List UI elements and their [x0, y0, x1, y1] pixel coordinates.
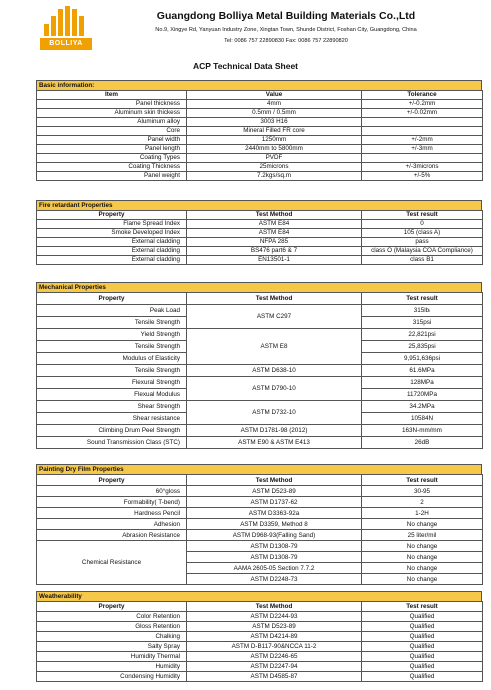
table-row — [37, 229, 483, 238]
weatherability-table — [36, 601, 483, 682]
item-cell: Panel weight — [37, 172, 187, 181]
value-cell: PVDF — [187, 154, 362, 163]
test-result-cell: 315lbₗ — [362, 305, 483, 317]
test-result-cell: No change — [362, 541, 483, 552]
value-cell: 25microns — [187, 163, 362, 172]
test-result-cell: No change — [362, 552, 483, 563]
table-row — [37, 401, 483, 413]
test-result-cell: class B1 — [362, 256, 483, 265]
item-cell: Aluminum skin thickess — [37, 109, 187, 118]
property-cell: Color Retention — [37, 612, 187, 622]
tolerance-cell: +/-0.2mm — [362, 100, 483, 109]
section-title: Fire retardant Properties — [36, 200, 482, 210]
test-result-cell: 9,951,636psi — [362, 353, 483, 365]
table-row — [37, 541, 483, 552]
property-cell: Formability( T-bend) — [37, 497, 187, 508]
table-row — [37, 662, 483, 672]
mechanical-section — [36, 282, 482, 449]
value-cell: 0.5mm / 0.5mm — [187, 109, 362, 118]
test-method-cell: ASTM D1308-79 — [187, 552, 362, 563]
test-result-cell: 25 liter/mil — [362, 530, 483, 541]
test-result-cell: class O (Malaysia COA Compliance) — [362, 247, 483, 256]
section-title: Mechanical Properties — [36, 282, 482, 292]
table-row — [37, 365, 483, 377]
tolerance-cell: +/-2mm — [362, 136, 483, 145]
property-cell: External cladding — [37, 256, 187, 265]
test-result-cell: Qualified — [362, 632, 483, 642]
test-result-cell: 22,821psi — [362, 329, 483, 341]
table-row — [37, 497, 483, 508]
column-header: Property — [37, 475, 187, 486]
item-cell: Panel length — [37, 145, 187, 154]
table-row — [37, 329, 483, 341]
table-row — [37, 305, 483, 317]
item-cell: Panel thickness — [37, 100, 187, 109]
tolerance-cell: +/-3microns — [362, 163, 483, 172]
logo-text: BOLLIYA — [40, 38, 92, 50]
test-method-cell: ASTM D3359, Method 8 — [187, 519, 362, 530]
column-header: Value — [187, 91, 362, 100]
table-row — [37, 163, 483, 172]
company-tel-fax: Tel: 0086 757 22890830 Fax: 0086 757 22890820 — [224, 38, 348, 44]
table-row — [37, 642, 483, 652]
column-header: Test Method — [187, 211, 362, 220]
value-cell: 1250mm — [187, 136, 362, 145]
property-cell: Sound Transmission Class (STC) — [37, 437, 187, 449]
column-header: Test result — [362, 293, 483, 305]
table-row — [37, 220, 483, 229]
fire-retardant-section — [36, 200, 482, 265]
test-result-cell: Qualified — [362, 672, 483, 682]
property-cell: Modulus of Elasticity — [37, 353, 187, 365]
tolerance-cell — [362, 118, 483, 127]
column-header: Test Method — [187, 293, 362, 305]
table-header-row — [37, 211, 483, 220]
table-row — [37, 118, 483, 127]
test-method-cell: ASTM E90 & ASTM E413 — [187, 437, 362, 449]
test-method-cell: ASTM E84 — [187, 220, 362, 229]
table-row — [37, 672, 483, 682]
table-header-row — [37, 91, 483, 100]
property-cell: External cladding — [37, 247, 187, 256]
table-row — [37, 425, 483, 437]
test-result-cell: Qualified — [362, 642, 483, 652]
test-result-cell: No change — [362, 574, 483, 585]
mechanical-table — [36, 292, 483, 449]
test-result-cell: Qualified — [362, 622, 483, 632]
fire-retardant-table — [36, 210, 483, 265]
test-method-cell: ASTM E84 — [187, 229, 362, 238]
section-title: Weatherability — [36, 591, 482, 601]
test-method-cell: ASTM D2247-94 — [187, 662, 362, 672]
test-method-cell: ASTM D1781-98 (2012) — [187, 425, 362, 437]
tolerance-cell: +/-5% — [362, 172, 483, 181]
test-result-cell: Qualified — [362, 652, 483, 662]
property-cell: Adhesion — [37, 519, 187, 530]
item-cell: Panel width — [37, 136, 187, 145]
table-row — [37, 154, 483, 163]
table-row — [37, 109, 483, 118]
test-method-cell: ASTM D638-10 — [187, 365, 362, 377]
table-row — [37, 377, 483, 389]
test-method-cell: NFPA 285 — [187, 238, 362, 247]
property-cell: Humidity — [37, 662, 187, 672]
test-method-cell: ASTM D2248-73 — [187, 574, 362, 585]
test-result-cell: 105 (class A) — [362, 229, 483, 238]
property-cell: Tensile Strength — [37, 317, 187, 329]
table-row — [37, 100, 483, 109]
property-cell: Flexural Strength — [37, 377, 187, 389]
table-row — [37, 612, 483, 622]
value-cell: 2440mm to 5800mm — [187, 145, 362, 154]
property-cell: Salty Spray — [37, 642, 187, 652]
property-cell: Chalking — [37, 632, 187, 642]
test-method-cell: ASTM D-B117-90&NCCA 11-2 — [187, 642, 362, 652]
test-method-cell: ASTM D790-10 — [187, 377, 362, 401]
table-row — [37, 145, 483, 154]
property-cell: Shear resistance — [37, 413, 187, 425]
column-header: Tolerance — [362, 91, 483, 100]
table-row — [37, 238, 483, 247]
property-cell: 60°gloss — [37, 486, 187, 497]
property-cell: Flexual Modulus — [37, 389, 187, 401]
test-result-cell: 34.2MPa — [362, 401, 483, 413]
property-cell: Smoke Developed Index — [37, 229, 187, 238]
item-cell: Coating Thickness — [37, 163, 187, 172]
table-row — [37, 652, 483, 662]
test-result-cell: pass — [362, 238, 483, 247]
table-row — [37, 127, 483, 136]
test-method-cell: ASTM D4585-87 — [187, 672, 362, 682]
test-result-cell: 1-2H — [362, 508, 483, 519]
table-row — [37, 247, 483, 256]
value-cell: Mineral Filled FR core — [187, 127, 362, 136]
item-cell: Core — [37, 127, 187, 136]
property-cell: Climbing Drum Peel Strength — [37, 425, 187, 437]
property-cell: Gloss Retention — [37, 622, 187, 632]
section-title: Painting Dry Film Properties — [36, 464, 482, 474]
column-header: Property — [37, 293, 187, 305]
document-title: ACP Technical Data Sheet — [192, 61, 299, 71]
property-cell: Humidity Thermal — [37, 652, 187, 662]
test-method-cell: ASTM C297 — [187, 305, 362, 329]
test-method-cell: ASTM D523-89 — [187, 486, 362, 497]
tolerance-cell: +/-0.02mm — [362, 109, 483, 118]
property-cell: Shear Strength — [37, 401, 187, 413]
section-title: Basic information: — [36, 80, 482, 90]
column-header: Property — [37, 602, 187, 612]
test-result-cell: 26dB — [362, 437, 483, 449]
test-method-cell: ASTM E8 — [187, 329, 362, 365]
table-row — [37, 530, 483, 541]
column-header: Property — [37, 211, 187, 220]
item-cell: Coating Types — [37, 154, 187, 163]
test-result-cell: 10584N — [362, 413, 483, 425]
table-header-row — [37, 602, 483, 612]
property-cell: Condensing Humidity — [37, 672, 187, 682]
test-result-cell: 11720MPa — [362, 389, 483, 401]
column-header: Test result — [362, 475, 483, 486]
test-method-cell: EN13501-1 — [187, 256, 362, 265]
test-result-cell: 0 — [362, 220, 483, 229]
value-cell: 7.2kgs/sq.m — [187, 172, 362, 181]
test-method-cell: ASTM D2246-65 — [187, 652, 362, 662]
tolerance-cell — [362, 154, 483, 163]
table-row — [37, 437, 483, 449]
value-cell: 3003 H16 — [187, 118, 362, 127]
basic-information-table — [36, 90, 483, 181]
property-cell: Peak Load — [37, 305, 187, 317]
test-result-cell: Qualified — [362, 612, 483, 622]
test-result-cell: 30-95 — [362, 486, 483, 497]
test-result-cell: 25,835psi — [362, 341, 483, 353]
table-row — [37, 632, 483, 642]
test-method-cell: AAMA 2605-05 Section 7.7.2 — [187, 563, 362, 574]
test-result-cell: No change — [362, 519, 483, 530]
table-row — [37, 172, 483, 181]
test-method-cell: ASTM D2244-93 — [187, 612, 362, 622]
test-result-cell: No change — [362, 563, 483, 574]
company-address: No.9, Xingye Rd, Yanyuan Industry Zone, Xingtan Town, Shunde District, Foshan City, Guangdong, China — [155, 27, 417, 33]
company-name: Guangdong Bolliya Metal Building Materials Co.,Ltd — [156, 10, 416, 22]
value-cell: 4mm — [187, 100, 362, 109]
test-method-cell: ASTM D3363-92a — [187, 508, 362, 519]
table-header-row — [37, 475, 483, 486]
test-result-cell: 163N-mm/mm — [362, 425, 483, 437]
logo-bars-icon — [44, 6, 88, 36]
item-cell: Aluminum alloy — [37, 118, 187, 127]
basic-information-section — [36, 80, 482, 181]
column-header: Test Method — [187, 475, 362, 486]
test-method-cell: ASTM D523-89 — [187, 622, 362, 632]
test-result-cell: 315psi — [362, 317, 483, 329]
property-cell: Tensile Strength — [37, 341, 187, 353]
property-cell: Flame Spread Index — [37, 220, 187, 229]
property-cell: Chemical Resistance — [37, 541, 187, 585]
property-cell: External cladding — [37, 238, 187, 247]
test-method-cell: ASTM D732-10 — [187, 401, 362, 425]
test-result-cell: 128MPa — [362, 377, 483, 389]
table-header-row — [37, 293, 483, 305]
test-method-cell: ASTM D1308-79 — [187, 541, 362, 552]
painting-table — [36, 474, 483, 585]
property-cell: Abrasion Resistance — [37, 530, 187, 541]
painting-section — [36, 464, 482, 585]
table-row — [37, 136, 483, 145]
property-cell: Yield Strength — [37, 329, 187, 341]
test-result-cell: 2 — [362, 497, 483, 508]
test-method-cell: ASTM D968-93(Falling Sand) — [187, 530, 362, 541]
tolerance-cell: +/-3mm — [362, 145, 483, 154]
table-row — [37, 256, 483, 265]
column-header: Test result — [362, 602, 483, 612]
column-header: Test result — [362, 211, 483, 220]
company-logo — [40, 4, 92, 52]
test-result-cell: Qualified — [362, 662, 483, 672]
test-method-cell: BS476 part6 & 7 — [187, 247, 362, 256]
property-cell: Hardness Pencil — [37, 508, 187, 519]
table-row — [37, 508, 483, 519]
tolerance-cell — [362, 127, 483, 136]
table-row — [37, 519, 483, 530]
test-method-cell: ASTM D1737-62 — [187, 497, 362, 508]
table-row — [37, 622, 483, 632]
property-cell: Tensile Strength — [37, 365, 187, 377]
column-header: Item — [37, 91, 187, 100]
page-header — [0, 0, 491, 56]
test-result-cell: 61.6MPa — [362, 365, 483, 377]
weatherability-section — [36, 591, 482, 682]
column-header: Test Method — [187, 602, 362, 612]
table-row — [37, 486, 483, 497]
test-method-cell: ASTM D4214-89 — [187, 632, 362, 642]
